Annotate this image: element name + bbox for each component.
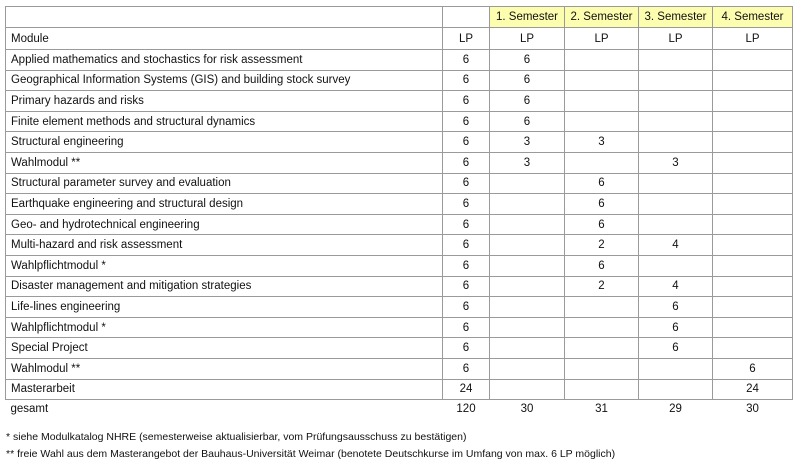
header-row-semesters — [6, 7, 793, 28]
semester-3-cell: 6 — [639, 338, 713, 359]
semester-2-cell — [565, 297, 639, 318]
table-row — [6, 379, 793, 400]
semester-1-header: 1. Semester — [490, 7, 565, 28]
semester-1-cell — [490, 235, 565, 256]
footnote-single-star: * siehe Modulkatalog NHRE (semesterweise aktualisierbar, vom Prüfungsausschuss zu bestätigen) — [6, 431, 467, 443]
semester-2-cell — [565, 111, 639, 132]
lp-cell: 6 — [443, 358, 490, 379]
semester-2-cell: 6 — [565, 255, 639, 276]
semester-2-lp-header: LP — [565, 28, 639, 50]
semester-1-cell — [490, 194, 565, 215]
semester-3-cell — [639, 379, 713, 400]
semester-2-cell — [565, 91, 639, 112]
semester-4-cell — [713, 317, 793, 338]
table-row — [6, 317, 793, 338]
lp-cell: 6 — [443, 276, 490, 297]
semester-3-cell — [639, 214, 713, 235]
table-row — [6, 235, 793, 256]
module-name-cell: Multi-hazard and risk assessment — [6, 235, 443, 256]
table-row — [6, 50, 793, 71]
lp-cell: 6 — [443, 297, 490, 318]
semester-4-cell — [713, 276, 793, 297]
semester-2-cell: 6 — [565, 194, 639, 215]
semester-2-cell — [565, 50, 639, 71]
module-name-cell: Wahlmodul ** — [6, 358, 443, 379]
semester-4-cell — [713, 194, 793, 215]
semester-3-cell — [639, 70, 713, 91]
semester-1-cell — [490, 358, 565, 379]
footnote-double-star: ** freie Wahl aus dem Masterangebot der Bauhaus-Universität Weimar (benotete Deutschkurse im Umfang von max. 6 LP möglich) — [6, 448, 616, 460]
lp-cell: 6 — [443, 317, 490, 338]
module-column-header: Module — [6, 28, 443, 50]
total-label: gesamt — [10, 402, 49, 415]
table-row — [6, 297, 793, 318]
semester-1-cell: 3 — [490, 152, 565, 173]
semester-4-cell — [713, 91, 793, 112]
total-semester-3: 29 — [669, 402, 682, 415]
lp-column-header: LP — [443, 28, 490, 50]
semester-4-cell — [713, 50, 793, 71]
module-name-cell: Disaster management and mitigation strategies — [6, 276, 443, 297]
semester-3-cell: 6 — [639, 317, 713, 338]
semester-1-cell — [490, 255, 565, 276]
semester-4-lp-header: LP — [713, 28, 793, 50]
lp-cell: 6 — [443, 111, 490, 132]
semester-4-header: 4. Semester — [713, 7, 793, 28]
semester-3-cell: 3 — [639, 152, 713, 173]
module-table — [5, 6, 793, 417]
lp-cell: 6 — [443, 194, 490, 215]
module-name-cell: Wahlpflichtmodul * — [6, 317, 443, 338]
lp-cell: 6 — [443, 235, 490, 256]
semester-1-cell: 6 — [490, 50, 565, 71]
header-blank-lp — [443, 7, 490, 28]
semester-2-cell: 3 — [565, 132, 639, 153]
semester-1-cell: 6 — [490, 111, 565, 132]
semester-4-cell — [713, 111, 793, 132]
table-row — [6, 338, 793, 359]
table-row — [6, 255, 793, 276]
table-row — [6, 173, 793, 194]
semester-4-cell — [713, 214, 793, 235]
semester-2-cell: 6 — [565, 214, 639, 235]
table-row — [6, 111, 793, 132]
table-row — [6, 132, 793, 153]
module-name-cell: Applied mathematics and stochastics for risk assessment — [6, 50, 443, 71]
semester-1-cell — [490, 317, 565, 338]
semester-1-cell — [490, 214, 565, 235]
lp-cell: 6 — [443, 338, 490, 359]
lp-cell: 6 — [443, 70, 490, 91]
semester-1-cell — [490, 276, 565, 297]
semester-4-cell — [713, 338, 793, 359]
semester-3-lp-header: LP — [639, 28, 713, 50]
module-name-cell: Finite element methods and structural dynamics — [6, 111, 443, 132]
semester-4-cell — [713, 132, 793, 153]
semester-4-cell — [713, 70, 793, 91]
header-blank — [6, 7, 443, 28]
table-row — [6, 358, 793, 379]
module-name-cell: Life-lines engineering — [6, 297, 443, 318]
table-row — [6, 194, 793, 215]
total-lp: 120 — [456, 402, 476, 415]
table-row — [6, 214, 793, 235]
semester-1-cell: 3 — [490, 132, 565, 153]
semester-1-cell — [490, 173, 565, 194]
module-name-cell: Geographical Information Systems (GIS) and building stock survey — [6, 70, 443, 91]
module-name-cell: Masterarbeit — [6, 379, 443, 400]
semester-2-cell — [565, 317, 639, 338]
semester-3-cell — [639, 132, 713, 153]
module-name-cell: Earthquake engineering and structural design — [6, 194, 443, 215]
semester-3-cell — [639, 173, 713, 194]
semester-4-cell — [713, 235, 793, 256]
lp-cell: 24 — [443, 379, 490, 400]
module-name-cell: Wahlmodul ** — [6, 152, 443, 173]
lp-cell: 6 — [443, 173, 490, 194]
semester-3-cell — [639, 91, 713, 112]
semester-4-cell — [713, 255, 793, 276]
semester-4-cell — [713, 173, 793, 194]
semester-4-cell: 6 — [713, 358, 793, 379]
lp-cell: 6 — [443, 132, 490, 153]
semester-3-cell — [639, 255, 713, 276]
module-name-cell: Special Project — [6, 338, 443, 359]
total-semester-1: 30 — [520, 402, 534, 415]
semester-2-cell: 2 — [565, 276, 639, 297]
module-name-cell: Structural parameter survey and evaluation — [6, 173, 443, 194]
semester-3-header: 3. Semester — [639, 7, 713, 28]
semester-2-cell — [565, 379, 639, 400]
semester-4-cell — [713, 297, 793, 318]
semester-3-cell — [639, 50, 713, 71]
semester-4-cell: 24 — [713, 379, 793, 400]
table-row — [6, 152, 793, 173]
semester-1-lp-header: LP — [490, 28, 565, 50]
module-name-cell: Wahlpflichtmodul * — [6, 255, 443, 276]
semester-3-cell — [639, 358, 713, 379]
lp-cell: 6 — [443, 214, 490, 235]
semester-2-cell — [565, 338, 639, 359]
semester-4-cell — [713, 152, 793, 173]
semester-3-cell: 4 — [639, 235, 713, 256]
semester-3-cell — [639, 194, 713, 215]
semester-2-cell — [565, 70, 639, 91]
lp-cell: 6 — [443, 50, 490, 71]
semester-2-header: 2. Semester — [565, 7, 639, 28]
total-semester-4: 30 — [746, 402, 759, 415]
semester-2-cell: 2 — [565, 235, 639, 256]
semester-1-cell — [490, 297, 565, 318]
semester-1-cell — [490, 338, 565, 359]
semester-2-cell: 6 — [565, 173, 639, 194]
total-semester-2: 31 — [595, 402, 608, 415]
semester-1-cell: 6 — [490, 70, 565, 91]
table-row — [6, 91, 793, 112]
module-name-cell: Structural engineering — [6, 132, 443, 153]
semester-2-cell — [565, 358, 639, 379]
semester-1-cell: 6 — [490, 91, 565, 112]
semester-1-cell — [490, 379, 565, 400]
total-row — [6, 400, 793, 418]
semester-3-cell: 6 — [639, 297, 713, 318]
header-row-labels — [6, 28, 793, 50]
semester-3-cell — [639, 111, 713, 132]
semester-3-cell: 4 — [639, 276, 713, 297]
module-name-cell: Primary hazards and risks — [6, 91, 443, 112]
lp-cell: 6 — [443, 255, 490, 276]
table-row — [6, 276, 793, 297]
table-row — [6, 70, 793, 91]
semester-2-cell — [565, 152, 639, 173]
lp-cell: 6 — [443, 91, 490, 112]
module-name-cell: Geo- and hydrotechnical engineering — [6, 214, 443, 235]
lp-cell: 6 — [443, 152, 490, 173]
